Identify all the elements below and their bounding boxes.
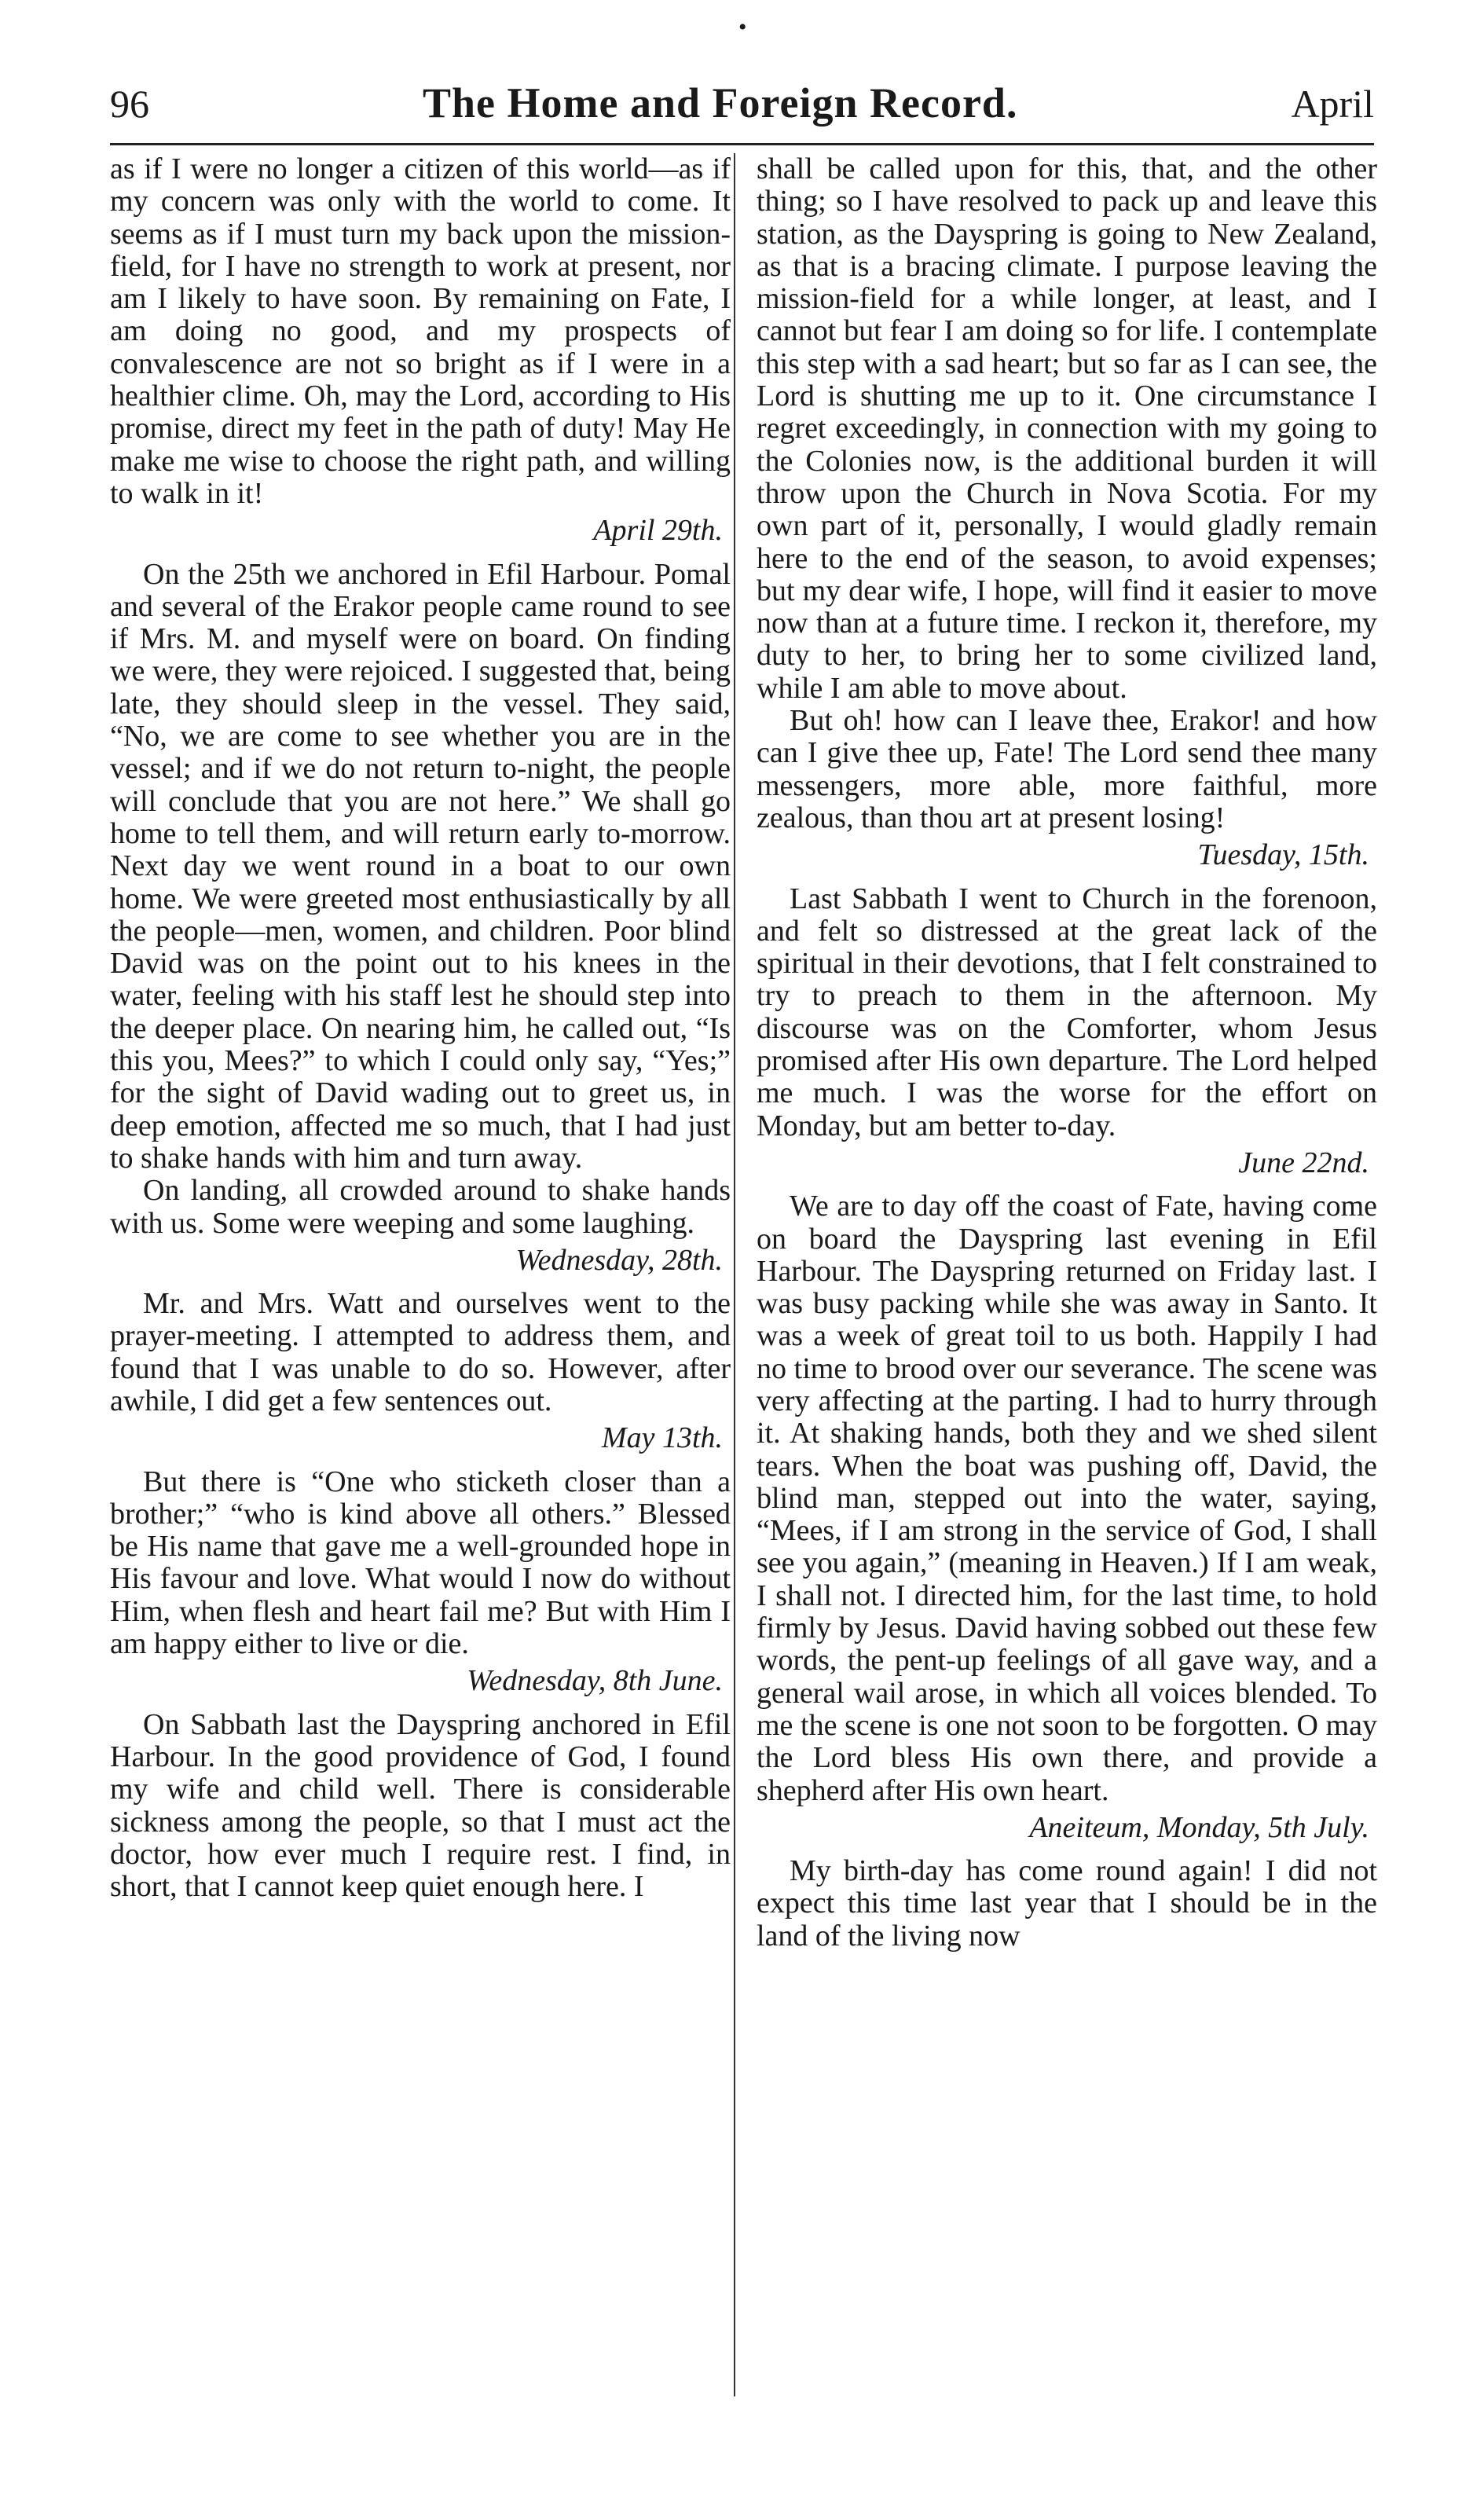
printer-mark: •: [738, 14, 747, 40]
dateline: April 29th.: [593, 514, 723, 548]
paragraph: My birth-day has come round again! I did not expect this time last year that I should be in the land of the living now: [757, 1854, 1377, 1952]
dateline: Tuesday, 15th.: [1197, 838, 1369, 872]
issue-month: April: [1291, 82, 1374, 126]
dateline: June 22nd.: [1238, 1146, 1369, 1179]
dateline: May 13th.: [601, 1421, 723, 1455]
column-divider: [734, 153, 735, 2396]
paragraph: as if I were no longer a citizen of this world—as if my concern was only with the world to come. It seems as if I must turn my back upon the mission-field, for I have no strength to work at present, nor am I likely to have soon. By remaining on Fate, I am doing no good, and my prospects of convalescence are not so bright as if I were in a healthier clime. Oh, may the Lord, according to His promise, direct my feet in the path of duty! May He make me wise to choose the right path, and willing to walk in it!: [110, 152, 731, 510]
page-number: 96: [110, 82, 149, 126]
page-header: [110, 79, 1374, 141]
paragraph: Last Sabbath I went to Church in the forenoon, and felt so distressed at the great lack of the spiritual in their devotions, that I felt constrained to try to preach to them in the afternoon. My discourse was on the Comforter, whom Jesus promised after His own departure. The Lord helped me much. I was the worse for the effort on Monday, but am better to-day.: [757, 882, 1377, 1142]
paragraph: Mr. and Mrs. Watt and ourselves went to the prayer-meeting. I attempted to address them, and found that I was unable to do so. However, after awhile, I did get a few sentences out.: [110, 1287, 731, 1417]
paragraph: On Sabbath last the Dayspring anchored in Efil Harbour. In the good providence of God, I found my wife and child well. There is considerable sickness among the people, so that I must act the doctor, how ever much I require rest. I find, in short, that I cannot keep quiet enough here. I: [110, 1707, 731, 1904]
paragraph: shall be called upon for this, that, and the other thing; so I have resolved to pack up and leave this station, as the Dayspring is going to New Zealand, as that is a bracing climate. I purpose leaving the mission-field for a while longer, at least, and I cannot but fear I am doing so for life. I contemplate this step with a sad heart; but so far as I can see, the Lord is shutting me up to it. One circumstance I regret exceedingly, in connection with my going to the Colonies now, is the additional burden it will throw upon the Church in Nova Scotia. For my own part of it, personally, I would gladly remain here to the end of the season, to avoid expenses; but my dear wife, I hope, will find it easier to move now than at a future time. I reckon it, therefore, my duty to her, to bring her to some civilized land, while I am able to move about.: [757, 152, 1377, 705]
right-column: [757, 153, 1377, 1952]
running-title: The Home and Foreign Record.: [423, 79, 1018, 126]
paragraph: But oh! how can I leave thee, Erakor! and how can I give thee up, Fate! The Lord send thee many messengers, more able, more faithful, more zealous, than thou art at present losing!: [757, 704, 1377, 834]
paragraph: We are to day off the coast of Fate, having come on board the Dayspring last evening in Efil Harbour. The Dayspring returned on Friday last. I was busy packing while she was away in Santo. It was a week of great toil to us both. Happily I had no time to brood over our severance. The scene was very affecting at the parting. I had to hurry through it. At shaking hands, both they and we shed silent tears. When the boat was pushing off, David, the blind man, stepped out into the water, saying, “Mees, if I am strong in the service of God, I shall see you again,” (meaning in Heaven.) If I am weak, I shall not. I directed him, for the last time, to hold firmly by Jesus. David having sobbed out these few words, the pent-up feelings of all gave way, and a general wail arose, in which all voices blended. To me the scene is one not soon to be forgotten. O may the Lord bless His own there, and provide a shepherd after His own heart.: [757, 1190, 1377, 1807]
dateline: Wednesday, 8th June.: [467, 1664, 723, 1698]
paragraph: On landing, all crowded around to shake hands with us. Some were weeping and some laughing.: [110, 1174, 731, 1240]
dateline: Aneiteum, Monday, 5th July.: [1029, 1810, 1369, 1844]
dateline: Wednesday, 28th.: [515, 1243, 723, 1277]
paragraph: On the 25th we anchored in Efil Harbour. Pomal and several of the Erakor people came round to see if Mrs. M. and myself were on board. On finding we were, they were rejoiced. I suggested that, being late, they should sleep in the vessel. They said, “No, we are come to see whether you are in the vessel; and if we do not return to-night, the people will conclude that you are not here.” We shall go home to tell them, and will return early to-morrow. Next day we went round in a boat to our own home. We were greeted most enthusiastically by all the people—men, women, and children. Poor blind David was on the point out to his knees in the water, feeling with his staff lest he should step into the deeper place. On nearing him, he called out, “Is this you, Mees?” to which I could only say, “Yes;” for the sight of David wading out to greet us, in deep emotion, affected me so much, that I had just to shake hands with him and turn away.: [110, 557, 731, 1175]
header-rule: [110, 143, 1374, 145]
paragraph: But there is “One who sticketh closer than a brother;” “who is kind above all others.” Blessed be His name that gave me a well-grounded hope in His favour and love. What would I now do without Him, when flesh and heart fail me? But with Him I am happy either to live or die.: [110, 1465, 731, 1661]
left-column: [110, 153, 731, 1903]
